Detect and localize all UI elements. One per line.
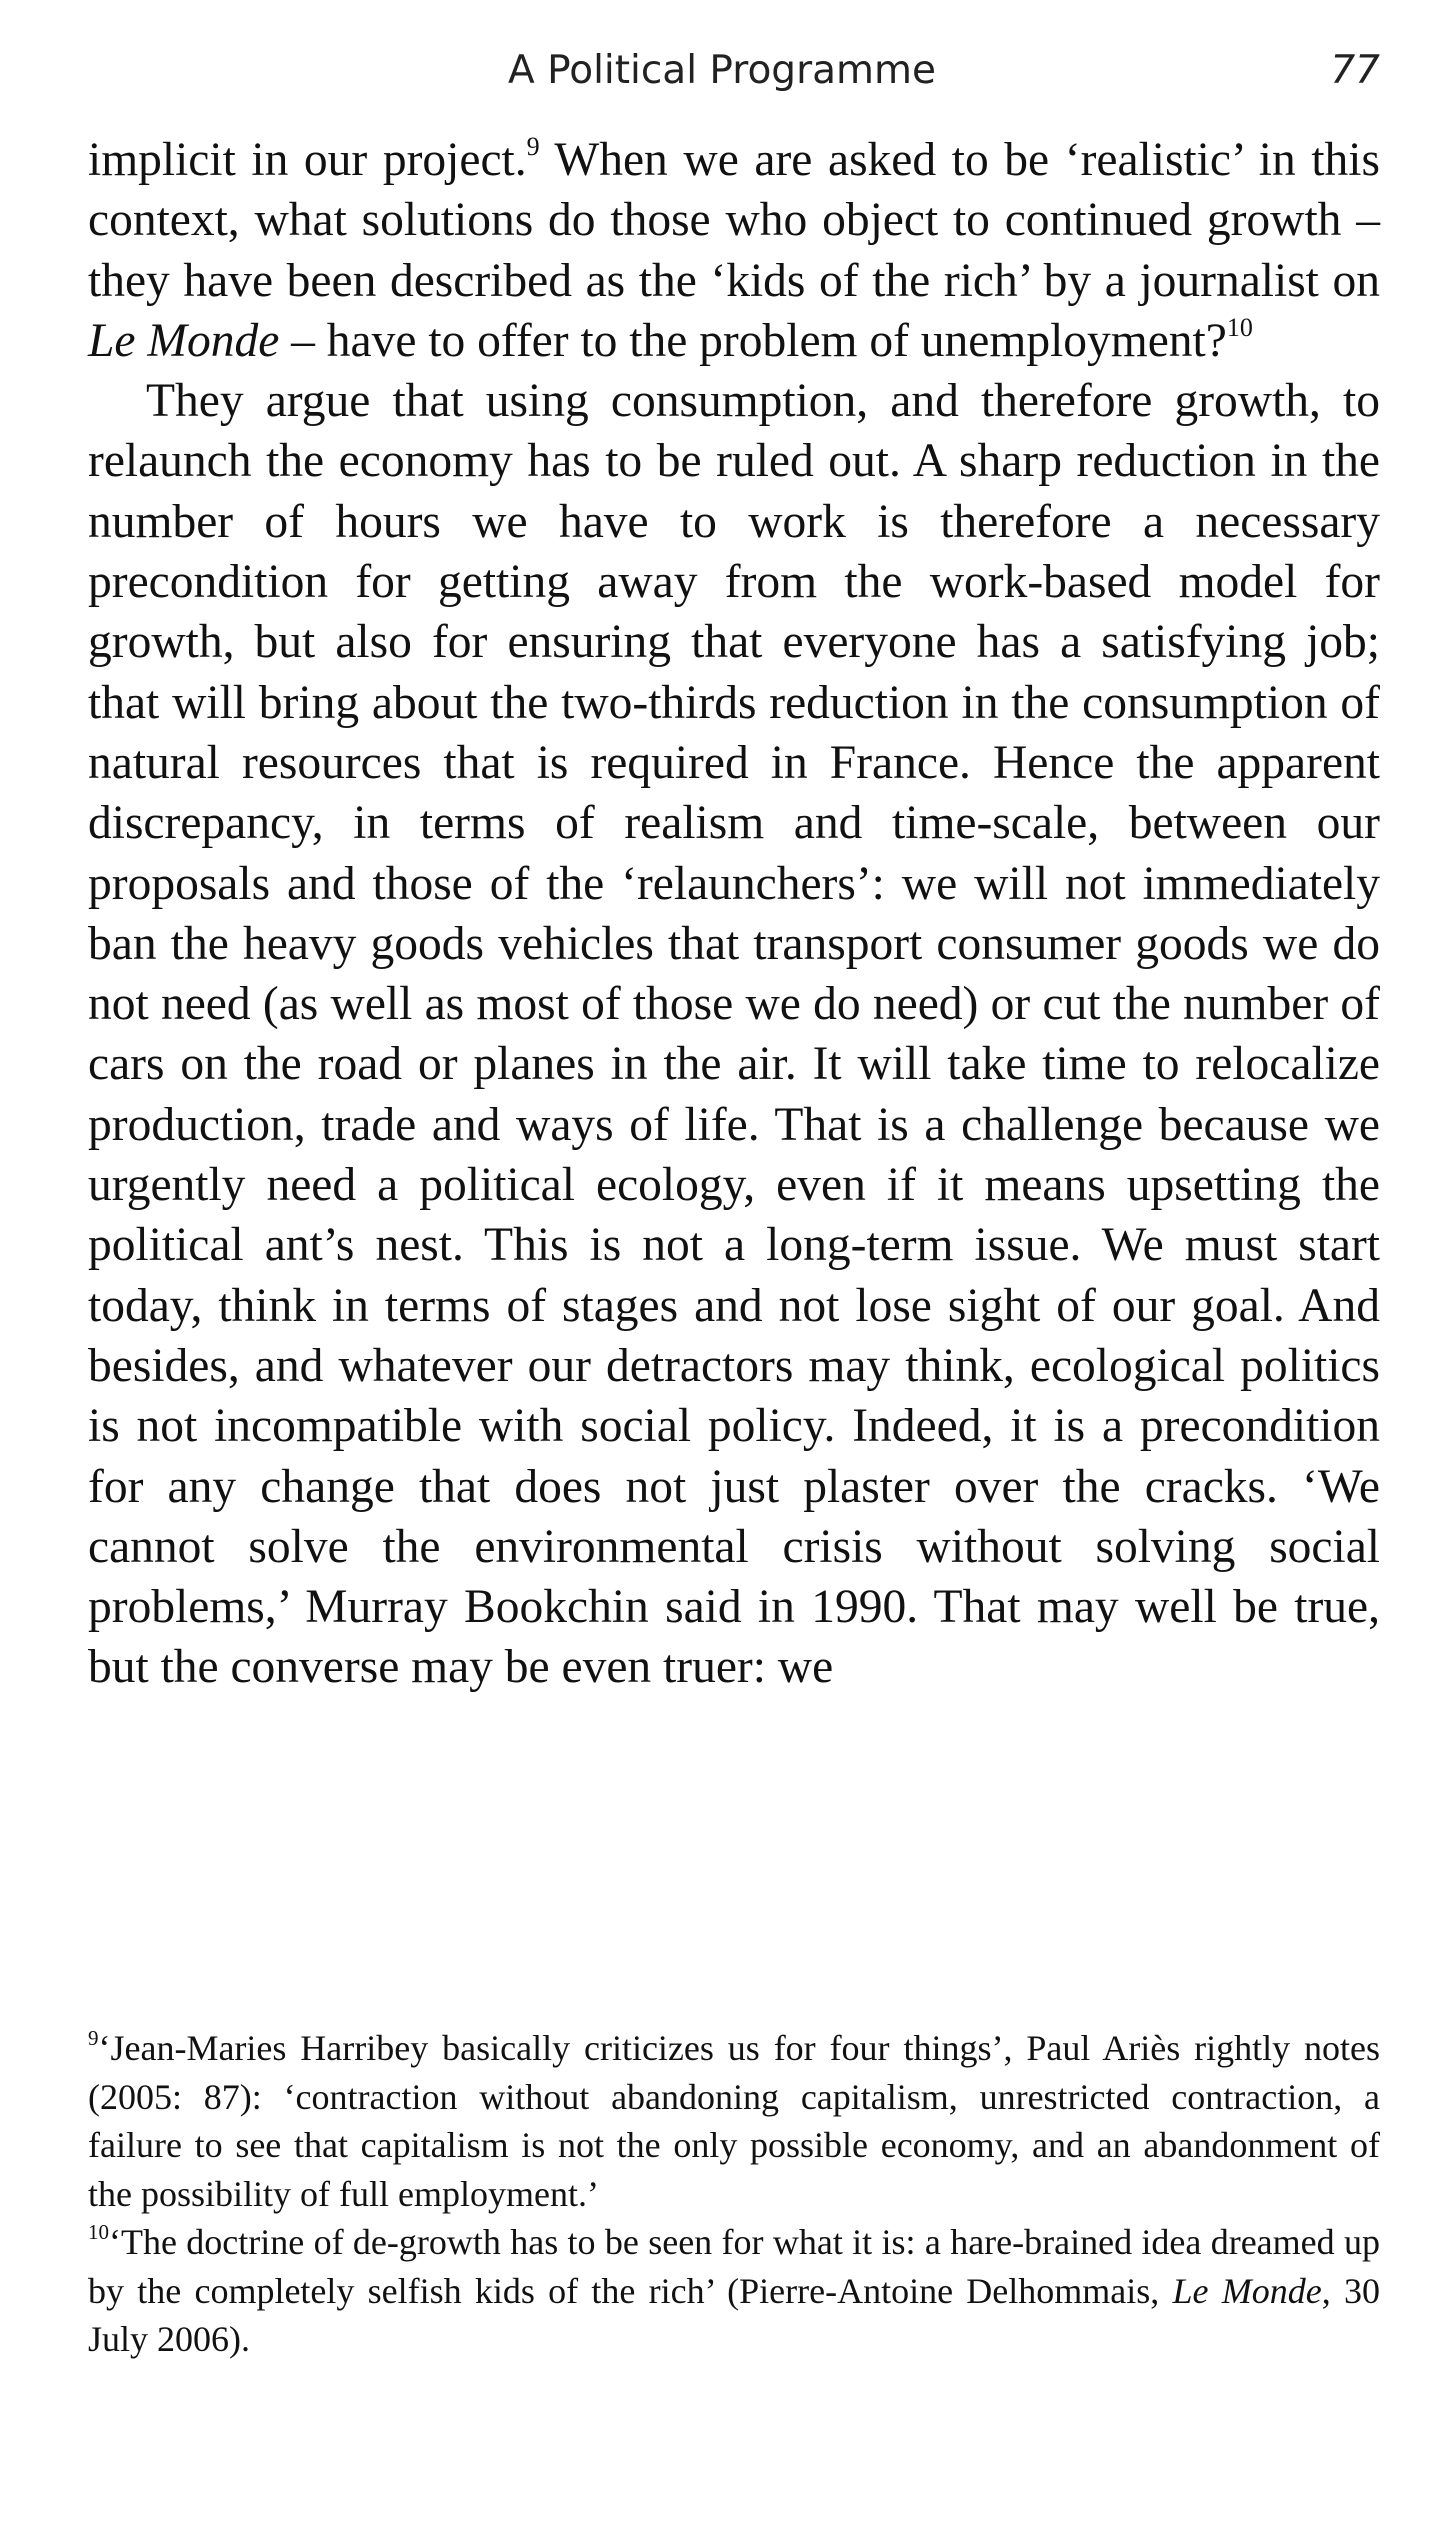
paragraph-1-text-a: implicit in our project. — [88, 134, 527, 186]
footnotes — [88, 2024, 1380, 2364]
paragraph-1-text-c: – have to offer to the problem of unemployment? — [279, 314, 1227, 367]
footnote-10-text-a: ‘The doctrine of de-growth has to be seen for what it is: a hare-brained idea dreamed up by the completely selfish kids of the rich’ (Pierre-Antoine Delhommais, — [88, 2222, 1380, 2311]
footnote-ref-10: 10 — [1226, 312, 1253, 342]
footnote-ref-9: 9 — [526, 132, 540, 161]
newspaper-title: Le Monde — [88, 314, 280, 367]
footnote-9-text: ‘Jean-Maries Harribey basically criticizes us for four things’, Paul Ariès rightly notes (2005: 87): ‘contraction without abandoning capitalism, unrestricted contraction, a failure to see that capitalism is not the only possible economy, and an abandonment of the possibility of full employment.’ — [88, 2028, 1380, 2214]
footnote-10-newspaper-title: Le Monde — [1172, 2270, 1322, 2311]
running-head — [88, 48, 1380, 108]
paragraph-1-text-b: When we are asked to be ‘realistic’ in this context, what solutions do those who object to continued growth – they have been described as the ‘kids of the rich’ by a journalist on — [88, 134, 1380, 307]
running-title: A Political Programme — [508, 48, 936, 93]
footnote-10 — [88, 2218, 1380, 2364]
footnote-9-marker: 9 — [88, 2026, 99, 2050]
paragraph-2: They argue that using consumption, and therefore growth, to relaunch the economy has to be ruled out. A sharp reduction in the number of hours we have to work is therefore a necessary precondition for getting away from the work-based model for growth, but also for ensuring that everyone has a satisfying job; that will bring about the two-thirds reduction in the consumption of natural resources that is required in France. Hence the apparent discrepancy, in terms of realism and time-scale, between our proposals and those of the ‘relaunchers’: we will not immediately ban the heavy goods vehicles that transport consumer goods we do not need (as well as most of those we do need) or cut the number of cars on the road or planes in the air. It will take time to relocalize production, trade and ways of life. That is a challenge because we urgently need a political ecology, even if it means upsetting the political ant’s nest. This is not a long-term issue. We must start today, think in terms of stages and not lose sight of our goal. And besides, and whatever our detractors may think, ecological politics is not incompatible with social policy. Indeed, it is a precondition for any change that does not just plaster over the cracks. ‘We cannot solve the environmental crisis without solving social problems,’ Murray Bookchin said in 1990. That may well be true, but the converse may be even truer: we — [88, 375, 1380, 1694]
paragraph-continued — [88, 130, 1380, 371]
footnote-10-marker: 10 — [88, 2220, 109, 2244]
body-text — [88, 130, 1380, 1698]
footnote-10-text-b: , 30 July 2006). — [88, 2270, 1380, 2359]
page-number: 77 — [1330, 48, 1380, 93]
footnote-9 — [88, 2024, 1380, 2218]
